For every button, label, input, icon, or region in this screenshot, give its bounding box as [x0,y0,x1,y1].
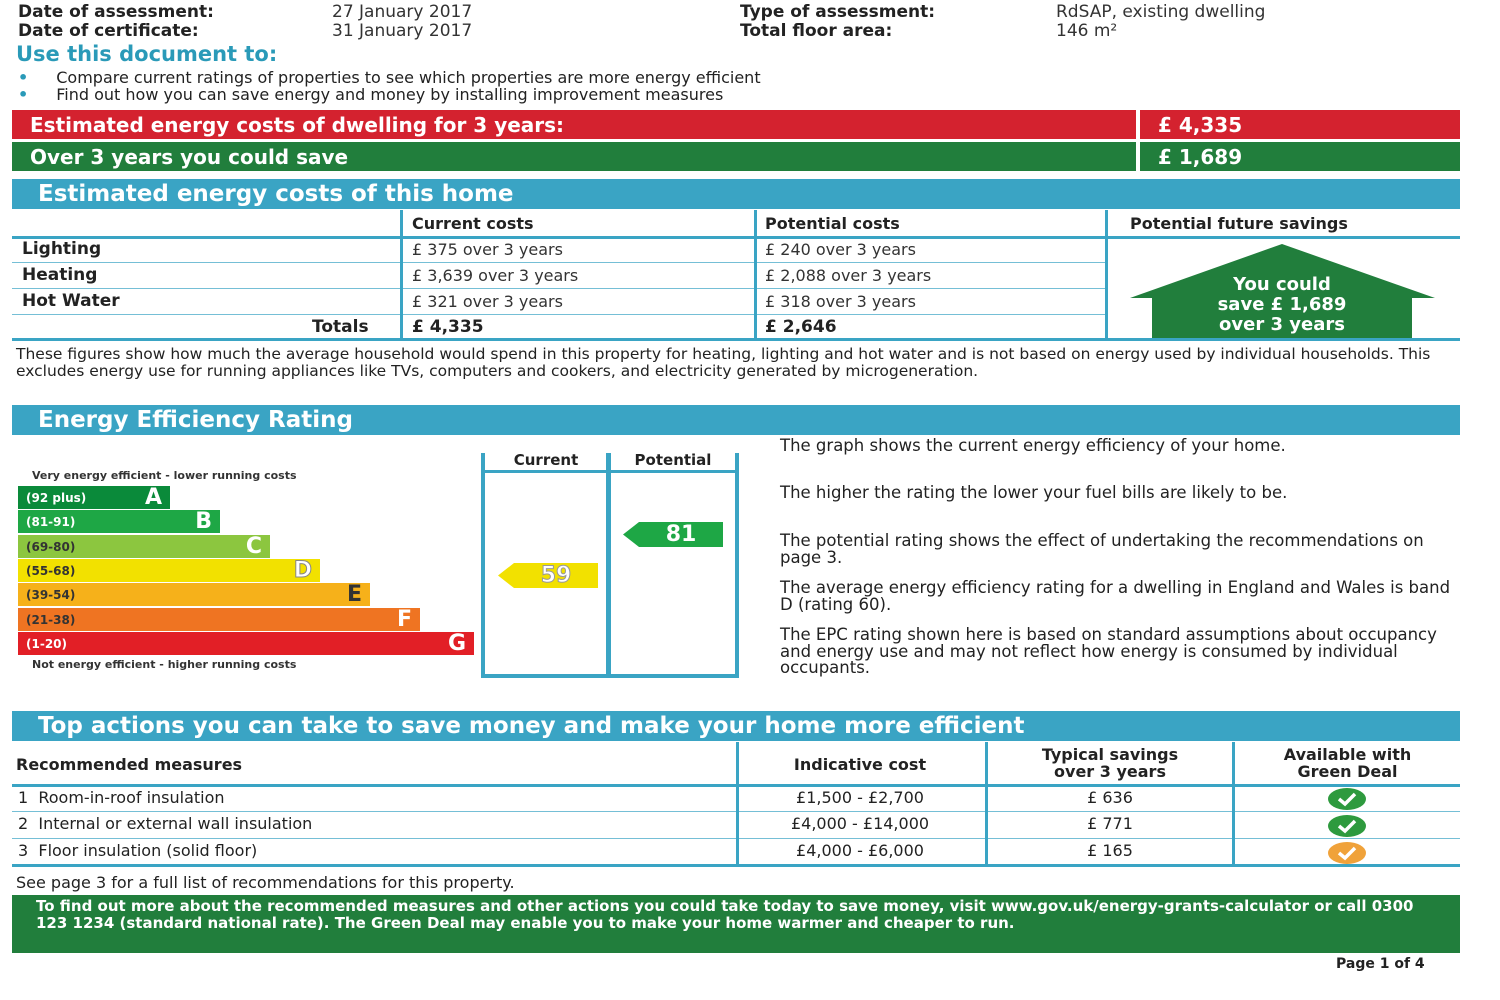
top-actions-title: Top actions you can take to save money and make your home more efficient [12,711,1460,741]
row-hotwater-potential: £ 318 over 3 years [765,292,916,311]
action-row-1: 1 Room-in-roof insulation [18,788,225,807]
rating-paragraph: The potential rating shows the effect of undertaking the recommendations on page 3. [780,531,1424,567]
rating-top-note: Very energy efficient - lower running costs [32,469,297,482]
col-recommended-measures: Recommended measures [16,755,243,774]
col-green-deal: Available with Green Deal [1283,745,1412,781]
use-bullet: • Find out how you can save energy and money by installing improvement measures [18,85,724,104]
totals-label: Totals [312,317,369,337]
use-bullet: • Compare current ratings of properties to see which properties are more energy efficient [18,68,761,87]
page-number: Page 1 of 4 [1336,956,1425,972]
rating-paragraph: The EPC rating shown here is based on standard assumptions about occupancy and energy use and may not reflect how energy is consumed by individual occupants. [780,625,1437,677]
date-of-assessment-label: Date of assessment: [18,2,214,22]
band-b: (81-91) B [18,510,220,533]
costs-note: These figures show how much the average household would spend in this property for heating, lighting and hot water and is not based on energy used by individual households. This excludes energy use for running appliances like TVs, computers and cookers, and electricity generated by microgeneration. [16,345,1431,380]
date-of-certificate-label: Date of certificate: [18,21,199,41]
row-hotwater-label: Hot Water [22,291,120,311]
current-rating-value: 59 [540,563,572,588]
band-f: (21-38) F [18,608,420,631]
row-heating-label: Heating [22,265,98,285]
col-potential-costs: Potential costs [765,214,900,233]
savings-house-text: You could save £ 1,689 over 3 years [1217,274,1347,335]
action-row-2-saving: £ 771 [1087,814,1133,833]
row-lighting-current: £ 375 over 3 years [412,240,563,259]
row-hotwater-current: £ 321 over 3 years [412,292,563,311]
col-potential-savings: Potential future savings [1130,214,1348,233]
could-save-value: £ 1,689 [1140,142,1460,171]
action-row-3: 3 Floor insulation (solid floor) [18,841,258,860]
band-a: (92 plus) A [18,486,170,509]
col-indicative-cost: Indicative cost [793,755,927,774]
totals-potential: £ 2,646 [765,317,837,337]
row-lighting-label: Lighting [22,239,102,259]
total-floor-area-value: 146 m² [1056,21,1118,41]
action-row-2-cost: £4,000 - £14,000 [790,814,930,833]
col-current-costs: Current costs [412,214,534,233]
use-document-title: Use this document to: [16,42,278,66]
rating-paragraph: The higher the rating the lower your fuel bills are likely to be. [780,483,1288,502]
see-page-note: See page 3 for a full list of recommendations for this property. [16,873,515,892]
action-row-1-saving: £ 636 [1087,788,1133,807]
estimated-cost-value: £ 4,335 [1140,110,1460,139]
energy-rating-title: Energy Efficiency Rating [12,405,1460,435]
energy-costs-title: Estimated energy costs of this home [12,179,1460,209]
col-typical-savings: Typical savings over 3 years [1041,745,1179,781]
action-row-3-saving: £ 165 [1087,841,1133,860]
totals-current: £ 4,335 [412,317,484,337]
estimated-cost-banner: Estimated energy costs of dwelling for 3 years: [12,110,1136,139]
row-heating-potential: £ 2,088 over 3 years [765,266,932,285]
rating-col-potential: Potential [634,451,712,469]
band-d: (55-68) D [18,559,320,582]
row-lighting-potential: £ 240 over 3 years [765,240,916,259]
row-heating-current: £ 3,639 over 3 years [412,266,579,285]
band-g: (1-20) G [18,632,474,655]
date-of-assessment-value: 27 January 2017 [332,2,473,22]
could-save-banner: Over 3 years you could save [12,142,1136,171]
rating-paragraph: The average energy efficiency rating for a dwelling in England and Wales is band D (rating 60). [780,578,1451,614]
potential-rating-value: 81 [665,522,697,547]
action-row-2: 2 Internal or external wall insulation [18,814,313,833]
action-row-3-cost: £4,000 - £6,000 [796,841,924,860]
band-e: (39-54) E [18,583,370,606]
type-of-assessment-value: RdSAP, existing dwelling [1056,2,1266,22]
type-of-assessment-label: Type of assessment: [740,2,936,22]
rating-paragraph: The graph shows the current energy efficiency of your home. [780,436,1286,455]
total-floor-area-label: Total floor area: [740,21,893,41]
rating-col-current: Current [513,451,579,469]
date-of-certificate-value: 31 January 2017 [332,21,473,41]
rating-bottom-note: Not energy efficient - higher running costs [32,658,297,671]
band-c: (69-80) C [18,535,270,558]
footer-banner: To find out more about the recommended measures and other actions you could take today to save money, visit www.gov.uk/energy-grants-calculator or call 0300 123 1234 (standard national rate). The Green Deal may enable you to make your home warmer and cheaper to run. [12,895,1460,953]
action-row-1-cost: £1,500 - £2,700 [796,788,924,807]
